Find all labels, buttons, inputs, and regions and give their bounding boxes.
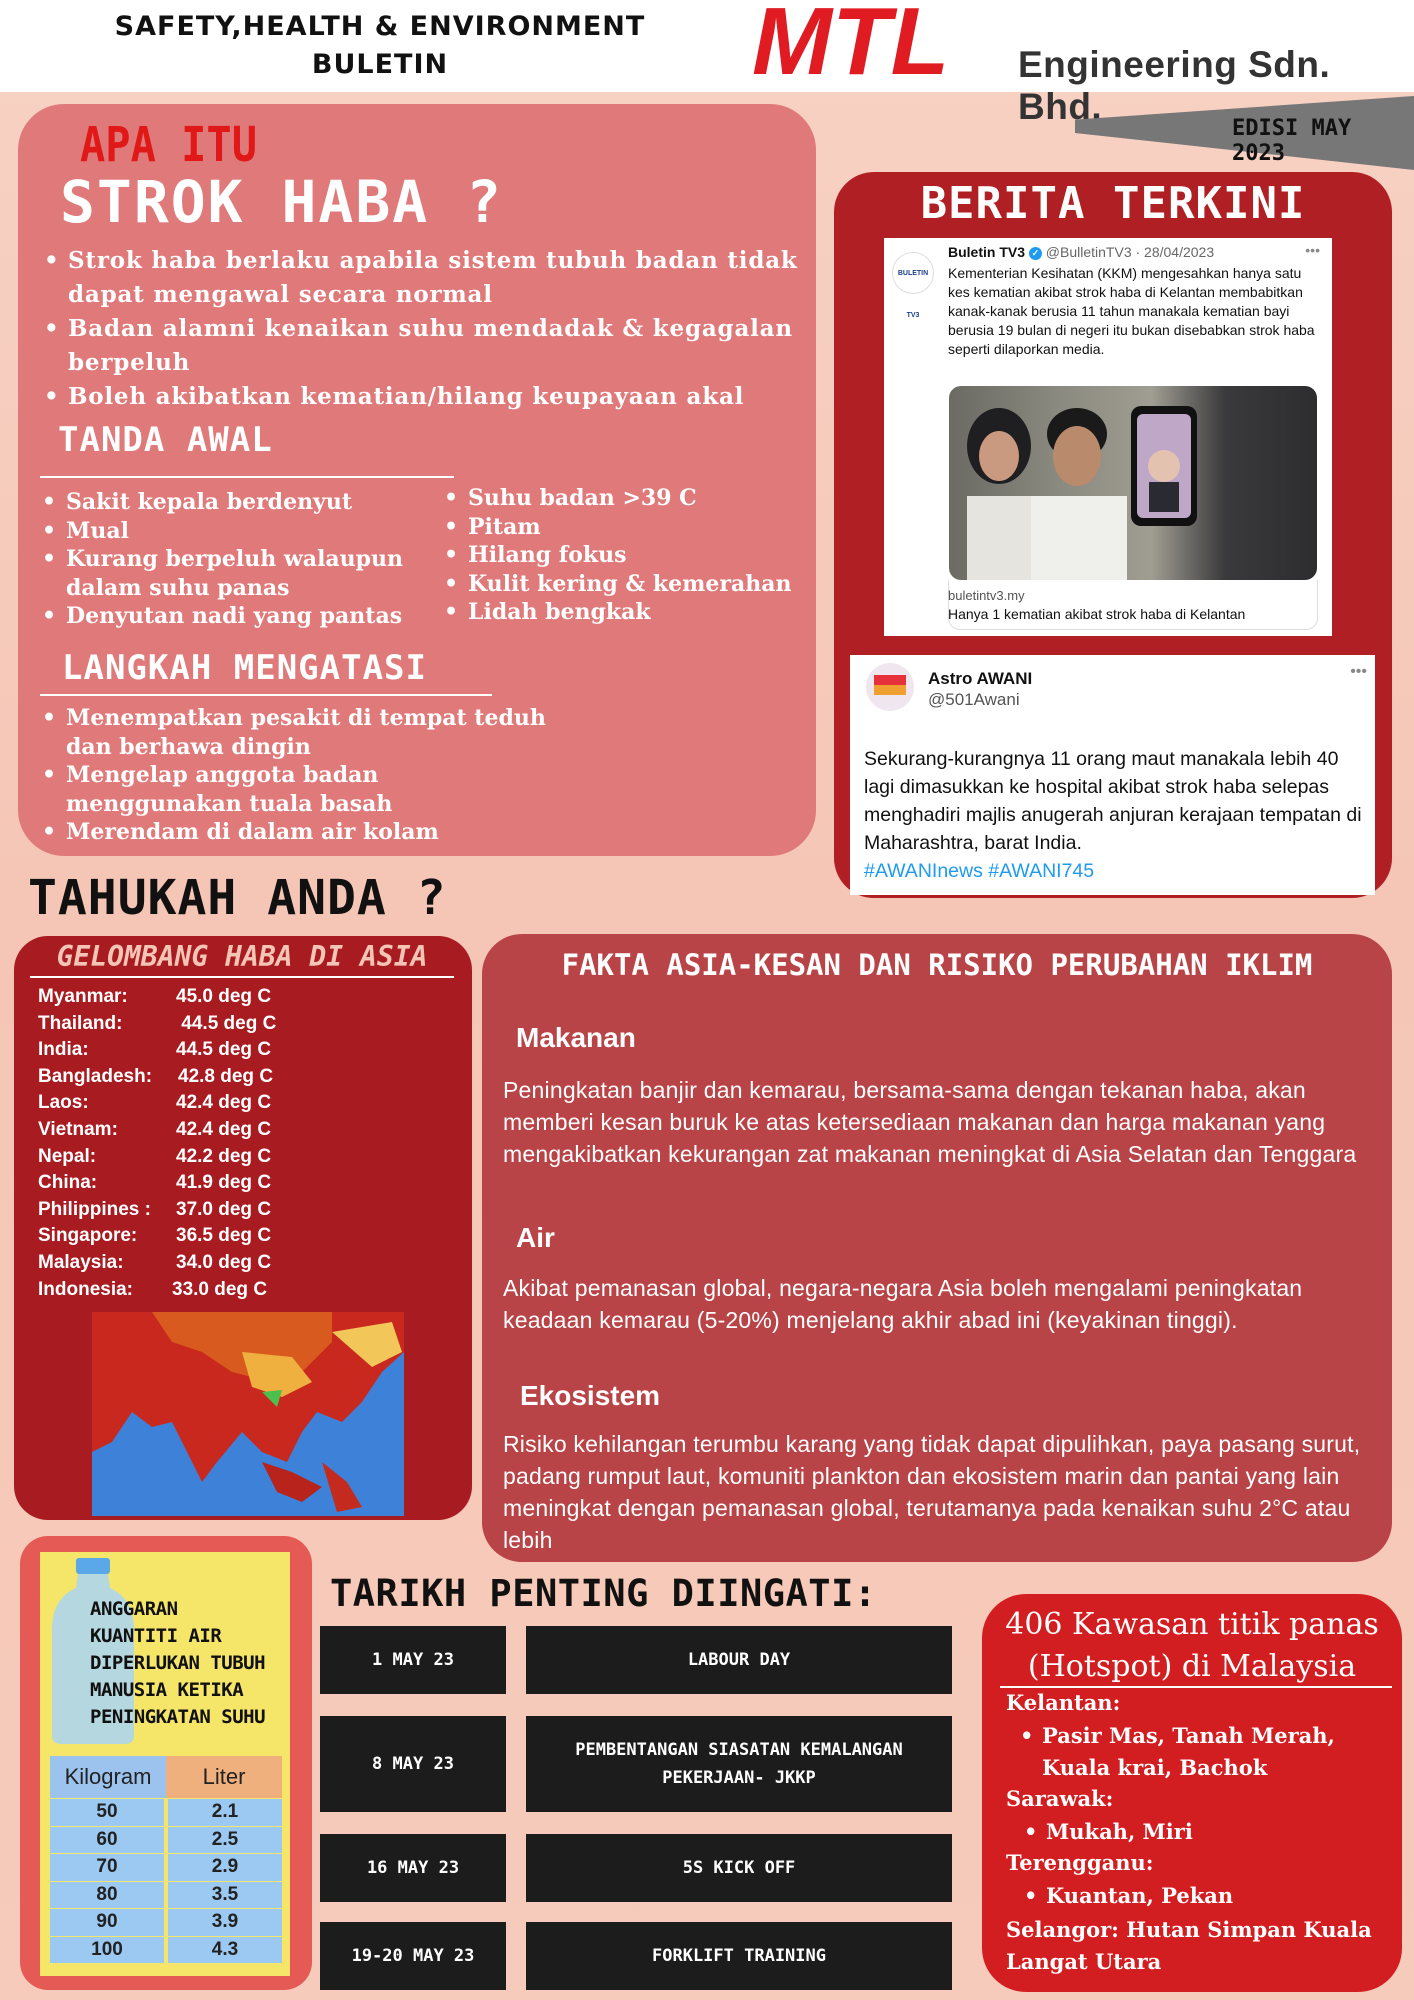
steps-divider <box>40 694 492 696</box>
table-row: 50 2.1 <box>50 1799 282 1826</box>
signs-list-left <box>40 488 440 631</box>
list-item: • Boleh akibatkan kematian/hilang keupayaan akal <box>42 380 812 414</box>
facts-heading-food: Makanan <box>516 1022 636 1053</box>
list-item: • Kurang berpeluh walaupun dalam suhu panas <box>40 545 440 602</box>
event-name: PEMBENTANGAN SIASATAN KEMALANGAN PEKERJAAN- JKKP <box>526 1716 952 1812</box>
list-item: • Strok haba berlaku apabila sistem tubuh badan tidak dapat mengawal secara normal <box>42 244 812 312</box>
table-row: Indonesia: 33.0 deg C <box>38 1278 268 1300</box>
strok-kicker: APA ITU <box>80 116 258 173</box>
tweet-author: Buletin TV3 ✓ @BulletinTV3 · 28/04/2023 <box>948 244 1215 260</box>
facts-text-food: Peningkatan banjir dan kemarau, bersama-sama dengan tekanan haba, akan memberi kesan buruk ke atas ketersediaan makanan dan harga makanan yang mengakibatkan kekurangan zat makanan meningkat di Asia Selatan dan Tenggara <box>503 1077 1357 1167</box>
table-row: Thailand: 44.5 deg C <box>38 1012 277 1034</box>
list-item: • Lidah bengkak <box>442 598 812 627</box>
logo-text: MTL <box>752 2 950 82</box>
table-row: Singapore: 36.5 deg C <box>38 1225 272 1247</box>
list-item: • Mual <box>40 517 440 546</box>
water-needs-table <box>50 1756 282 1963</box>
temperature-list <box>38 986 438 1305</box>
areas-terengganu: • Kuantan, Pekan <box>1012 1880 1352 1912</box>
news-title: BERITA TERKINI <box>920 178 1306 229</box>
buletin-tv3-avatar: BULETIN TV3 <box>892 252 934 294</box>
list-item: • Menempatkan pesakit di tempat teduh dan berhawa dingin <box>40 704 560 761</box>
water-needs-title: ANGGARAN KUANTITI AIR DIPERLUKAN TUBUH MANUSIA KETIKA PENINGKATAN SUHU <box>90 1598 266 1728</box>
tweet-text: Kementerian Kesihatan (KKM) mengesahkan hanya satu kes kematian akibat strok haba di Kelantan membabitkan kanak-kanak berusia 11 tahun manakala kematian bayi berusia 19 bulan di negeri itu bukan disebabkan strok haba seperti dilaporkan media. <box>948 265 1315 357</box>
list-item: • Mengelap anggota badan menggunakan tuala basah <box>40 761 560 818</box>
table-row: Laos: 42.4 deg C <box>38 1092 272 1114</box>
list-item: • Pitam <box>442 513 812 542</box>
climate-facts-title: FAKTA ASIA-KESAN DAN RISIKO PERUBAHAN IKLIM <box>561 948 1313 982</box>
facts-heading-ecosystem: Ekosistem <box>520 1380 661 1411</box>
tweet-buletin-tv3[interactable] <box>884 238 1332 636</box>
heatwave-divider <box>30 976 454 978</box>
more-icon[interactable]: ••• <box>1350 663 1367 680</box>
state-terengganu: Terengganu: <box>1006 1850 1154 1875</box>
tweet-text: Sekurang-kurangnya 11 orang maut manakala lebih 40 lagi dimasukkan ke hospital akibat strok haba selepas menghadiri majlis anugerah anjuran kerajaan tempatan di Maharashtra, barat India. #AWANInews #AWANI745 <box>864 745 1369 885</box>
table-row: Bangladesh: 42.8 deg C <box>38 1065 274 1087</box>
bulletin-title: SAFETY,HEALTH & ENVIRONMENT BULETIN <box>114 11 646 80</box>
table-row: 70 2.9 <box>50 1854 282 1881</box>
strok-title: STROK HABA ? <box>60 168 504 236</box>
table-row: 60 2.5 <box>50 1827 282 1854</box>
state-selangor: Selangor: Hutan Simpan Kuala Langat Utara <box>1006 1917 1372 1974</box>
tweet-author: Astro AWANI <box>928 669 1033 688</box>
did-you-know-title: TAHUKAH ANDA ? <box>28 870 447 926</box>
event-name: FORKLIFT TRAINING <box>526 1922 952 1990</box>
areas-sarawak: • Mukah, Miri <box>1012 1816 1352 1848</box>
table-row: Philippines : 37.0 deg C <box>38 1198 272 1220</box>
event-name: 5S KICK OFF <box>526 1834 952 1902</box>
list-item: • Kulit kering & kemerahan <box>442 570 812 599</box>
areas-kelantan: • Pasir Mas, Tanah Merah, Kuala krai, Bachok <box>1008 1720 1368 1784</box>
table-row: Myanmar: 45.0 deg C <box>38 986 272 1007</box>
tweet-astro-awani[interactable] <box>850 655 1375 895</box>
awani-logo-icon <box>866 663 914 711</box>
event-date: 16 MAY 23 <box>320 1834 506 1902</box>
asia-heat-map-illustration <box>92 1312 404 1516</box>
table-row: India: 44.5 deg C <box>38 1039 272 1061</box>
table-header: Kilogram Liter <box>50 1756 282 1798</box>
mtl-logo <box>748 2 1018 82</box>
table-row: Nepal: 42.2 deg C <box>38 1145 272 1167</box>
asia-heat-map <box>92 1312 404 1516</box>
steps-heading: LANGKAH MENGATASI <box>62 648 427 688</box>
steps-list <box>40 704 560 847</box>
facts-text-ecosystem: Risiko kehilangan terumbu karang yang tidak dapat dipulihkan, paya pasang surut, padang rumput laut, komuniti plankton dan ekosistem marin dan pantai yang lain meningkat dengan pemanasan global, terutamanya pada kenaikan suhu 2°C atau lebih <box>503 1431 1361 1553</box>
edition-label: EDISI MAY 2023 <box>1232 116 1352 166</box>
tweet-handle: @501Awani <box>928 690 1020 709</box>
event-name: LABOUR DAY <box>526 1626 952 1694</box>
astro-awani-avatar <box>866 663 914 711</box>
verified-icon: ✓ <box>1029 247 1042 260</box>
news-photo[interactable] <box>949 386 1317 580</box>
news-photo-illustration <box>949 386 1317 580</box>
hotspot-title: 406 Kawasan titik panas (Hotspot) di Malaysia <box>1005 1607 1379 1684</box>
facts-heading-water: Air <box>516 1222 555 1253</box>
strok-definition-list <box>42 244 812 414</box>
event-date: 1 MAY 23 <box>320 1626 506 1694</box>
list-item: • Hilang fokus <box>442 541 812 570</box>
table-row: Vietnam: 42.4 deg C <box>38 1118 272 1140</box>
table-row: 100 4.3 <box>50 1937 282 1964</box>
state-sarawak: Sarawak: <box>1006 1786 1114 1811</box>
event-date: 19-20 MAY 23 <box>320 1922 506 1990</box>
table-row: 80 3.5 <box>50 1882 282 1909</box>
heatwave-title: GELOMBANG HABA DI ASIA <box>56 940 428 973</box>
signs-heading: TANDA AWAL <box>58 420 273 460</box>
link-title[interactable]: Hanya 1 kematian akibat strok haba di Kelantan <box>948 606 1246 622</box>
more-icon[interactable]: ••• <box>1305 242 1320 258</box>
link-domain: buletintv3.my <box>948 588 1025 603</box>
list-item: • Denyutan nadi yang pantas <box>40 602 440 631</box>
table-row: China: 41.9 deg C <box>38 1172 272 1194</box>
list-item: • Merendam di dalam air kolam <box>40 818 560 847</box>
state-kelantan: Kelantan: <box>1006 1690 1121 1715</box>
hotspot-divider <box>1000 1686 1392 1688</box>
list-item: • Suhu badan >39 C <box>442 484 812 513</box>
facts-text-water: Akibat pemanasan global, negara-negara Asia boleh mengalami peningkatan keadaan kemarau (5-20%) menjelang akhir abad ini (keyakinan tinggi). <box>503 1275 1303 1333</box>
event-date: 8 MAY 23 <box>320 1716 506 1812</box>
hashtags[interactable]: #AWANInews #AWANI745 <box>864 860 1095 882</box>
company-name: Engineering Sdn. Bhd. <box>1018 44 1331 127</box>
list-item: • Sakit kepala berdenyut <box>40 488 440 517</box>
list-item: • Badan alamni kenaikan suhu mendadak & kegagalan berpeluh <box>42 312 812 380</box>
signs-list-right <box>442 484 812 627</box>
table-row: Malaysia: 34.0 deg C <box>38 1251 272 1273</box>
important-dates-title: TARIKH PENTING DIINGATI: <box>330 1572 877 1615</box>
table-row: 90 3.9 <box>50 1909 282 1936</box>
signs-divider <box>40 476 454 478</box>
